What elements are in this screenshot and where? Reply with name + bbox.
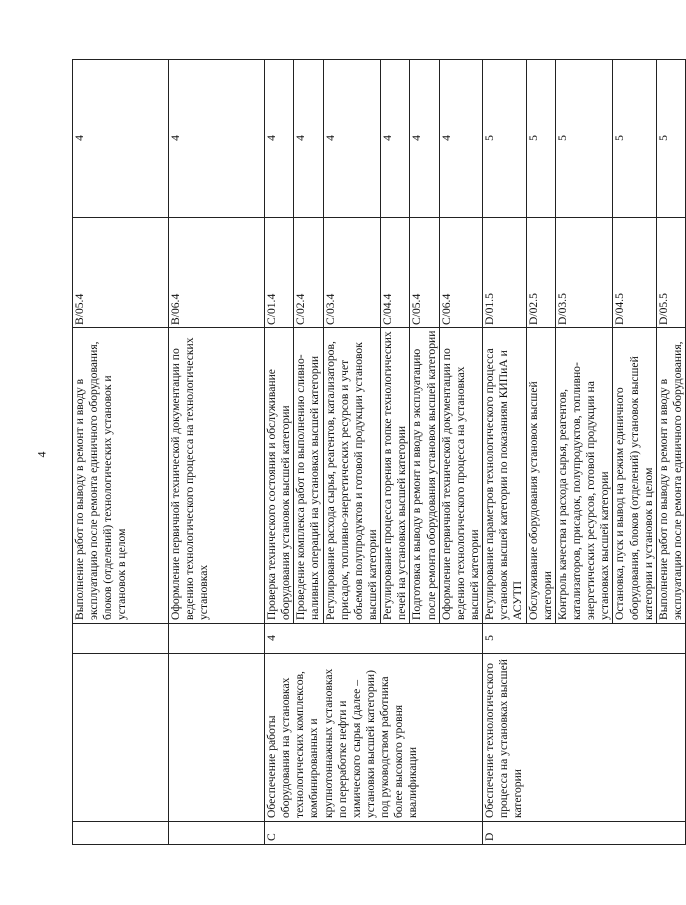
function-code-cell: C/01.4 <box>265 218 294 328</box>
function-name-cell: Оформление первичной технической документации по ведению технологического процесса на технологических установках <box>169 328 265 624</box>
function-code-cell: C/05.4 <box>410 218 439 328</box>
function-name-cell: Регулирование процесса горения в топке технологических печей на установках высшей категории <box>381 328 410 624</box>
group-code-cell <box>169 822 265 845</box>
function-sublevel-cell: 4 <box>381 60 410 218</box>
function-sublevel-cell: 5 <box>613 60 656 218</box>
function-code-cell: C/06.4 <box>439 218 482 328</box>
group-code-cell <box>73 822 169 845</box>
function-name-cell: Подготовка к выводу в ремонт и вводу в эксплуатацию после ремонта оборудования установок высшей категории <box>410 328 439 624</box>
function-sublevel-cell: 4 <box>169 60 265 218</box>
group-code-cell: D <box>483 822 686 845</box>
group-name-cell <box>169 654 265 822</box>
function-sublevel-cell: 4 <box>265 60 294 218</box>
function-sublevel-cell: 5 <box>656 60 685 218</box>
function-sublevel-cell: 5 <box>483 60 526 218</box>
function-name-cell: Выполнение работ по выводу в ремонт и вводу в эксплуатацию после ремонта единичного оборудования, блоков (отделений) технологических установок и установок в целом <box>73 328 169 624</box>
function-name-cell: Проведение комплекса работ по выполнению сливно-наливных операций на установках высшей категории <box>294 328 323 624</box>
function-name-cell: Регулирование расхода сырья, реагентов, катализаторов, присадок, топливно-энергетических ресурсов и учет объемов полупродуктов и готовой продукции установок высшей категории <box>323 328 381 624</box>
function-code-cell: D/01.5 <box>483 218 526 328</box>
table-row <box>483 60 526 845</box>
function-name-cell: Выполнение работ по выводу в ремонт и вводу в эксплуатацию после ремонта единичного оборудования, <box>656 328 685 624</box>
function-sublevel-cell: 4 <box>323 60 381 218</box>
function-code-cell: B/05.4 <box>73 218 169 328</box>
function-name-cell: Оформление первичной технической документации по ведению технологического процесса на установках высшей категории <box>439 328 482 624</box>
group-name-cell: Обеспечение технологического процесса на установках высшей категории <box>483 654 686 822</box>
group-level-cell <box>73 624 169 654</box>
function-code-cell: C/02.4 <box>294 218 323 328</box>
functions-table <box>72 59 686 845</box>
function-name-cell: Обслуживание оборудования установок высшей категории <box>526 328 555 624</box>
function-code-cell: D/05.5 <box>656 218 685 328</box>
group-level-cell: 5 <box>483 624 686 654</box>
function-code-cell: D/04.5 <box>613 218 656 328</box>
function-sublevel-cell: 4 <box>73 60 169 218</box>
function-sublevel-cell: 4 <box>439 60 482 218</box>
function-name-cell: Контроль качества и расхода сырья, реагентов, катализаторов, присадок, полупродуктов, топливно-энергетических ресурсов, готовой продукции на установках высшей категории <box>555 328 613 624</box>
rotated-content <box>72 60 684 845</box>
function-sublevel-cell: 5 <box>555 60 613 218</box>
function-name-cell: Проверка технического состояния и обслуживание оборудования установок высшей категории <box>265 328 294 624</box>
function-code-cell: C/03.4 <box>323 218 381 328</box>
table-row <box>169 60 265 845</box>
page-number: 4 <box>34 451 49 458</box>
document-page <box>72 60 684 845</box>
function-sublevel-cell: 4 <box>294 60 323 218</box>
function-name-cell: Регулирование параметров технологического процесса установок высшей категории по показаниям КИПиА и АСУТП <box>483 328 526 624</box>
group-code-cell: C <box>265 822 483 845</box>
function-code-cell: B/06.4 <box>169 218 265 328</box>
group-level-cell <box>169 624 265 654</box>
group-level-cell: 4 <box>265 624 483 654</box>
function-sublevel-cell: 5 <box>526 60 555 218</box>
function-code-cell: C/04.4 <box>381 218 410 328</box>
group-name-cell: Обеспечение работы оборудования на установках технологических комплексов, комбинированных и крупнотоннажных установках по переработке нефти и химического сырья (далее – установки высшей категории) под руководством работника более высокого уровня квалификации <box>265 654 483 822</box>
function-name-cell: Остановка, пуск и вывод на режим единичного оборудования, блоков (отделений) установок высшей категории и установок в целом <box>613 328 656 624</box>
function-sublevel-cell: 4 <box>410 60 439 218</box>
table-row <box>265 60 294 845</box>
table-row <box>73 60 169 845</box>
group-name-cell <box>73 654 169 822</box>
function-code-cell: D/02.5 <box>526 218 555 328</box>
function-code-cell: D/03.5 <box>555 218 613 328</box>
